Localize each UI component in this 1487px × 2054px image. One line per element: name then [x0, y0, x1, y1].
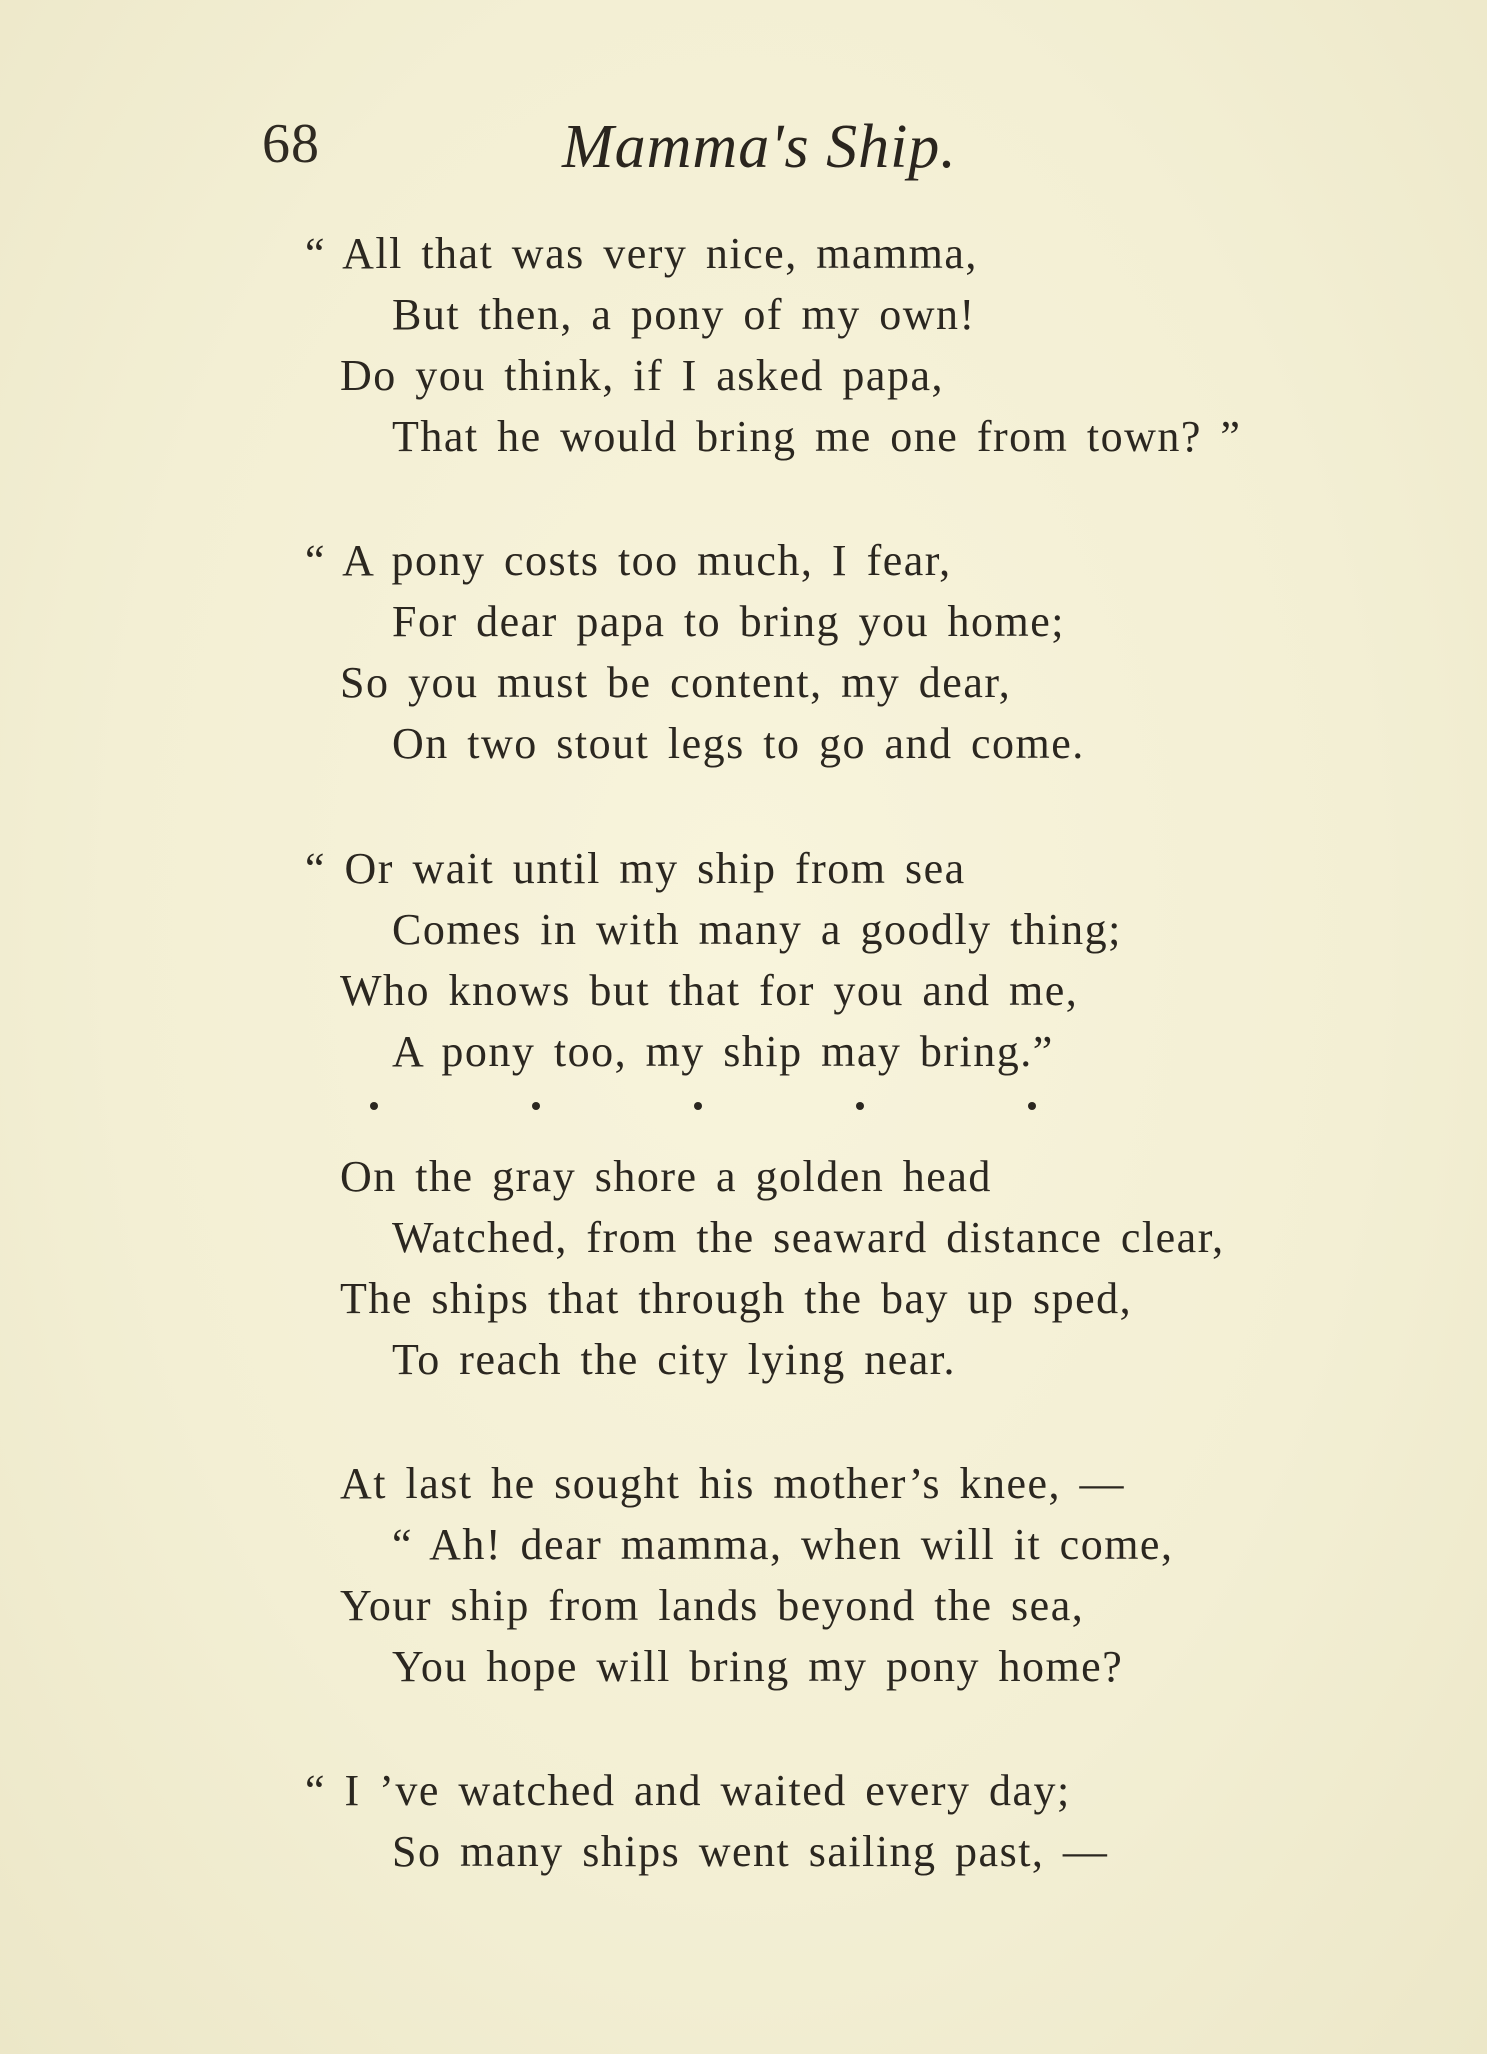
poem-line: On two stout legs to go and come. — [392, 719, 1085, 768]
poem-line: For dear papa to bring you home; — [392, 597, 1065, 646]
poem-line: You hope will bring my pony home? — [392, 1642, 1124, 1691]
ellipsis-dot — [694, 1102, 702, 1110]
poem-line: So you must be content, my dear, — [340, 658, 1012, 707]
poem-line: But then, a pony of my own! — [392, 290, 976, 339]
poem-line: “ All that was very nice, mamma, — [305, 229, 978, 278]
ellipsis-dot — [370, 1102, 378, 1110]
poem-line: “ A pony costs too much, I fear, — [305, 536, 952, 585]
poem-line: Comes in with many a goodly thing; — [392, 905, 1122, 954]
poem-line: At last he sought his mother’s knee, — — [340, 1459, 1125, 1508]
page-number: 68 — [262, 113, 320, 175]
page-header — [0, 112, 1487, 192]
ellipsis-dot — [1028, 1102, 1036, 1110]
poem-line: So many ships went sailing past, — — [392, 1827, 1109, 1876]
ellipsis-dot — [532, 1102, 540, 1110]
poem-line: A pony too, my ship may bring.” — [392, 1027, 1054, 1076]
section-break-dots — [370, 1102, 1040, 1122]
poem-line: That he would bring me one from town? ” — [392, 412, 1242, 461]
ellipsis-dot — [856, 1102, 864, 1110]
poem-line: On the gray shore a golden head — [340, 1152, 992, 1201]
poem-line: “ Or wait until my ship from sea — [305, 844, 966, 893]
poem-line: Watched, from the seaward distance clear, — [392, 1213, 1225, 1262]
poem-line: Who knows but that for you and me, — [340, 966, 1079, 1015]
running-title: Mamma's Ship. — [562, 113, 957, 181]
poem-line: Do you think, if I asked papa, — [340, 351, 944, 400]
poem-line: “ Ah! dear mamma, when will it come, — [392, 1520, 1174, 1569]
poem-line: The ships that through the bay up sped, — [340, 1274, 1133, 1323]
poem-line: “ I ’ve watched and waited every day; — [305, 1766, 1071, 1815]
poem-line: Your ship from lands beyond the sea, — [340, 1581, 1085, 1630]
poem-line: To reach the city lying near. — [392, 1335, 957, 1384]
